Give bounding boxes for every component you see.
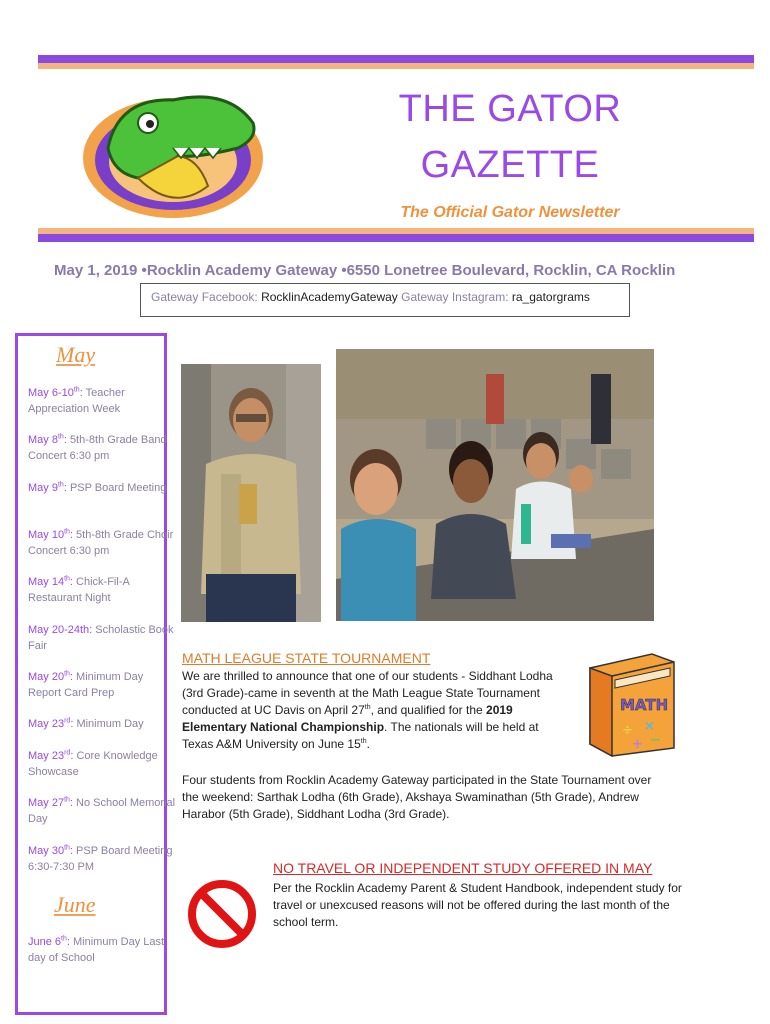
svg-text:×: × [644,719,655,734]
math-book-illustration [582,648,680,758]
may-heading: May [56,342,96,367]
list-item: May 23rd: Core Knowledge Showcase [28,749,158,778]
list-item: May 20th: Minimum Day Report Card Prep [28,670,144,699]
newsletter-subtitle: The Official Gator Newsletter [400,204,620,221]
list-item: May 10th: 5th-8th Grade Choir Concert 6:30 pm [28,528,174,557]
newsletter-title-line2: GAZETTE [420,144,600,186]
svg-text:+: + [632,737,643,752]
instagram-label: Gateway Instagram: [401,290,509,304]
math-paragraph-2: Four students from Rocklin Academy Gateway participated in the State Tournament over the weekend: Sarthak Lodha (6th Grade), Akshaya Swaminathan (5th Grade), Andrew Harabor (5th Grade), Siddhant Lodha (3rd Grade). [182,773,652,821]
list-item: June 6th: Minimum Day Last day of School [28,935,165,964]
list-item: May 14th: Chick-Fil-A Restaurant Night [28,575,130,604]
dateline: May 1, 2019 •Rocklin Academy Gateway •6550 Lonetree Boulevard, Rocklin, CA Rocklin [54,262,676,279]
instagram-link[interactable]: ra_gatorgrams [511,290,590,304]
june-heading: June [54,892,96,917]
social-links-box [140,283,630,317]
list-item: May 23rd: Minimum Day [28,717,144,730]
math-heading: MATH LEAGUE STATE TOURNAMENT [182,650,431,666]
list-item: May 20-24th: Scholastic Book Fair [28,624,174,652]
gator-logo [78,78,268,226]
no-entry-icon [186,878,258,950]
list-item: May 6-10th: Teacher Appreciation Week [28,386,125,415]
students-auditorium-photo [336,349,654,621]
student-trophy-photo [181,364,321,622]
list-item: May 8th: 5th-8th Grade Band Concert 6:30 pm [28,433,167,462]
event-text: Teacher Appreciation Week [28,387,125,415]
svg-text:÷: ÷ [622,723,633,738]
newsletter-title-line1: THE GATOR [398,88,622,130]
travel-paragraph: Per the Rocklin Academy Parent & Student Handbook, independent study for travel or unexcused reasons will not be offered during the last month of the school term. [273,881,682,929]
list-item: May 27th: No School Memorial Day [28,796,176,825]
top-band-orange [38,63,754,69]
math-book-label: MATH [620,696,669,714]
event-date: May 6-10 [28,387,74,399]
top-band-purple [38,55,754,63]
list-item: May 9th: PSP Board Meeting [28,481,167,494]
facebook-link[interactable]: RocklinAcademyGateway [261,290,398,304]
math-paragraph-1: We are thrilled to announce that one of our students - Siddhant Lodha (3rd Grade)-came in seventh at the Math League State Tournament conducted at UC Davis on April 27th, and qualified for the 2019 Elementary National Championship. The nationals will be held at Texas A&M University on June 15th. [182,669,553,751]
travel-heading: NO TRAVEL OR INDEPENDENT STUDY OFFERED IN MAY [273,860,653,876]
mid-band-purple [38,234,754,242]
list-item: May 30th: PSP Board Meeting 6:30-7:30 PM [28,844,173,873]
facebook-label: Gateway Facebook: [151,290,258,304]
svg-text:−: − [650,733,661,748]
